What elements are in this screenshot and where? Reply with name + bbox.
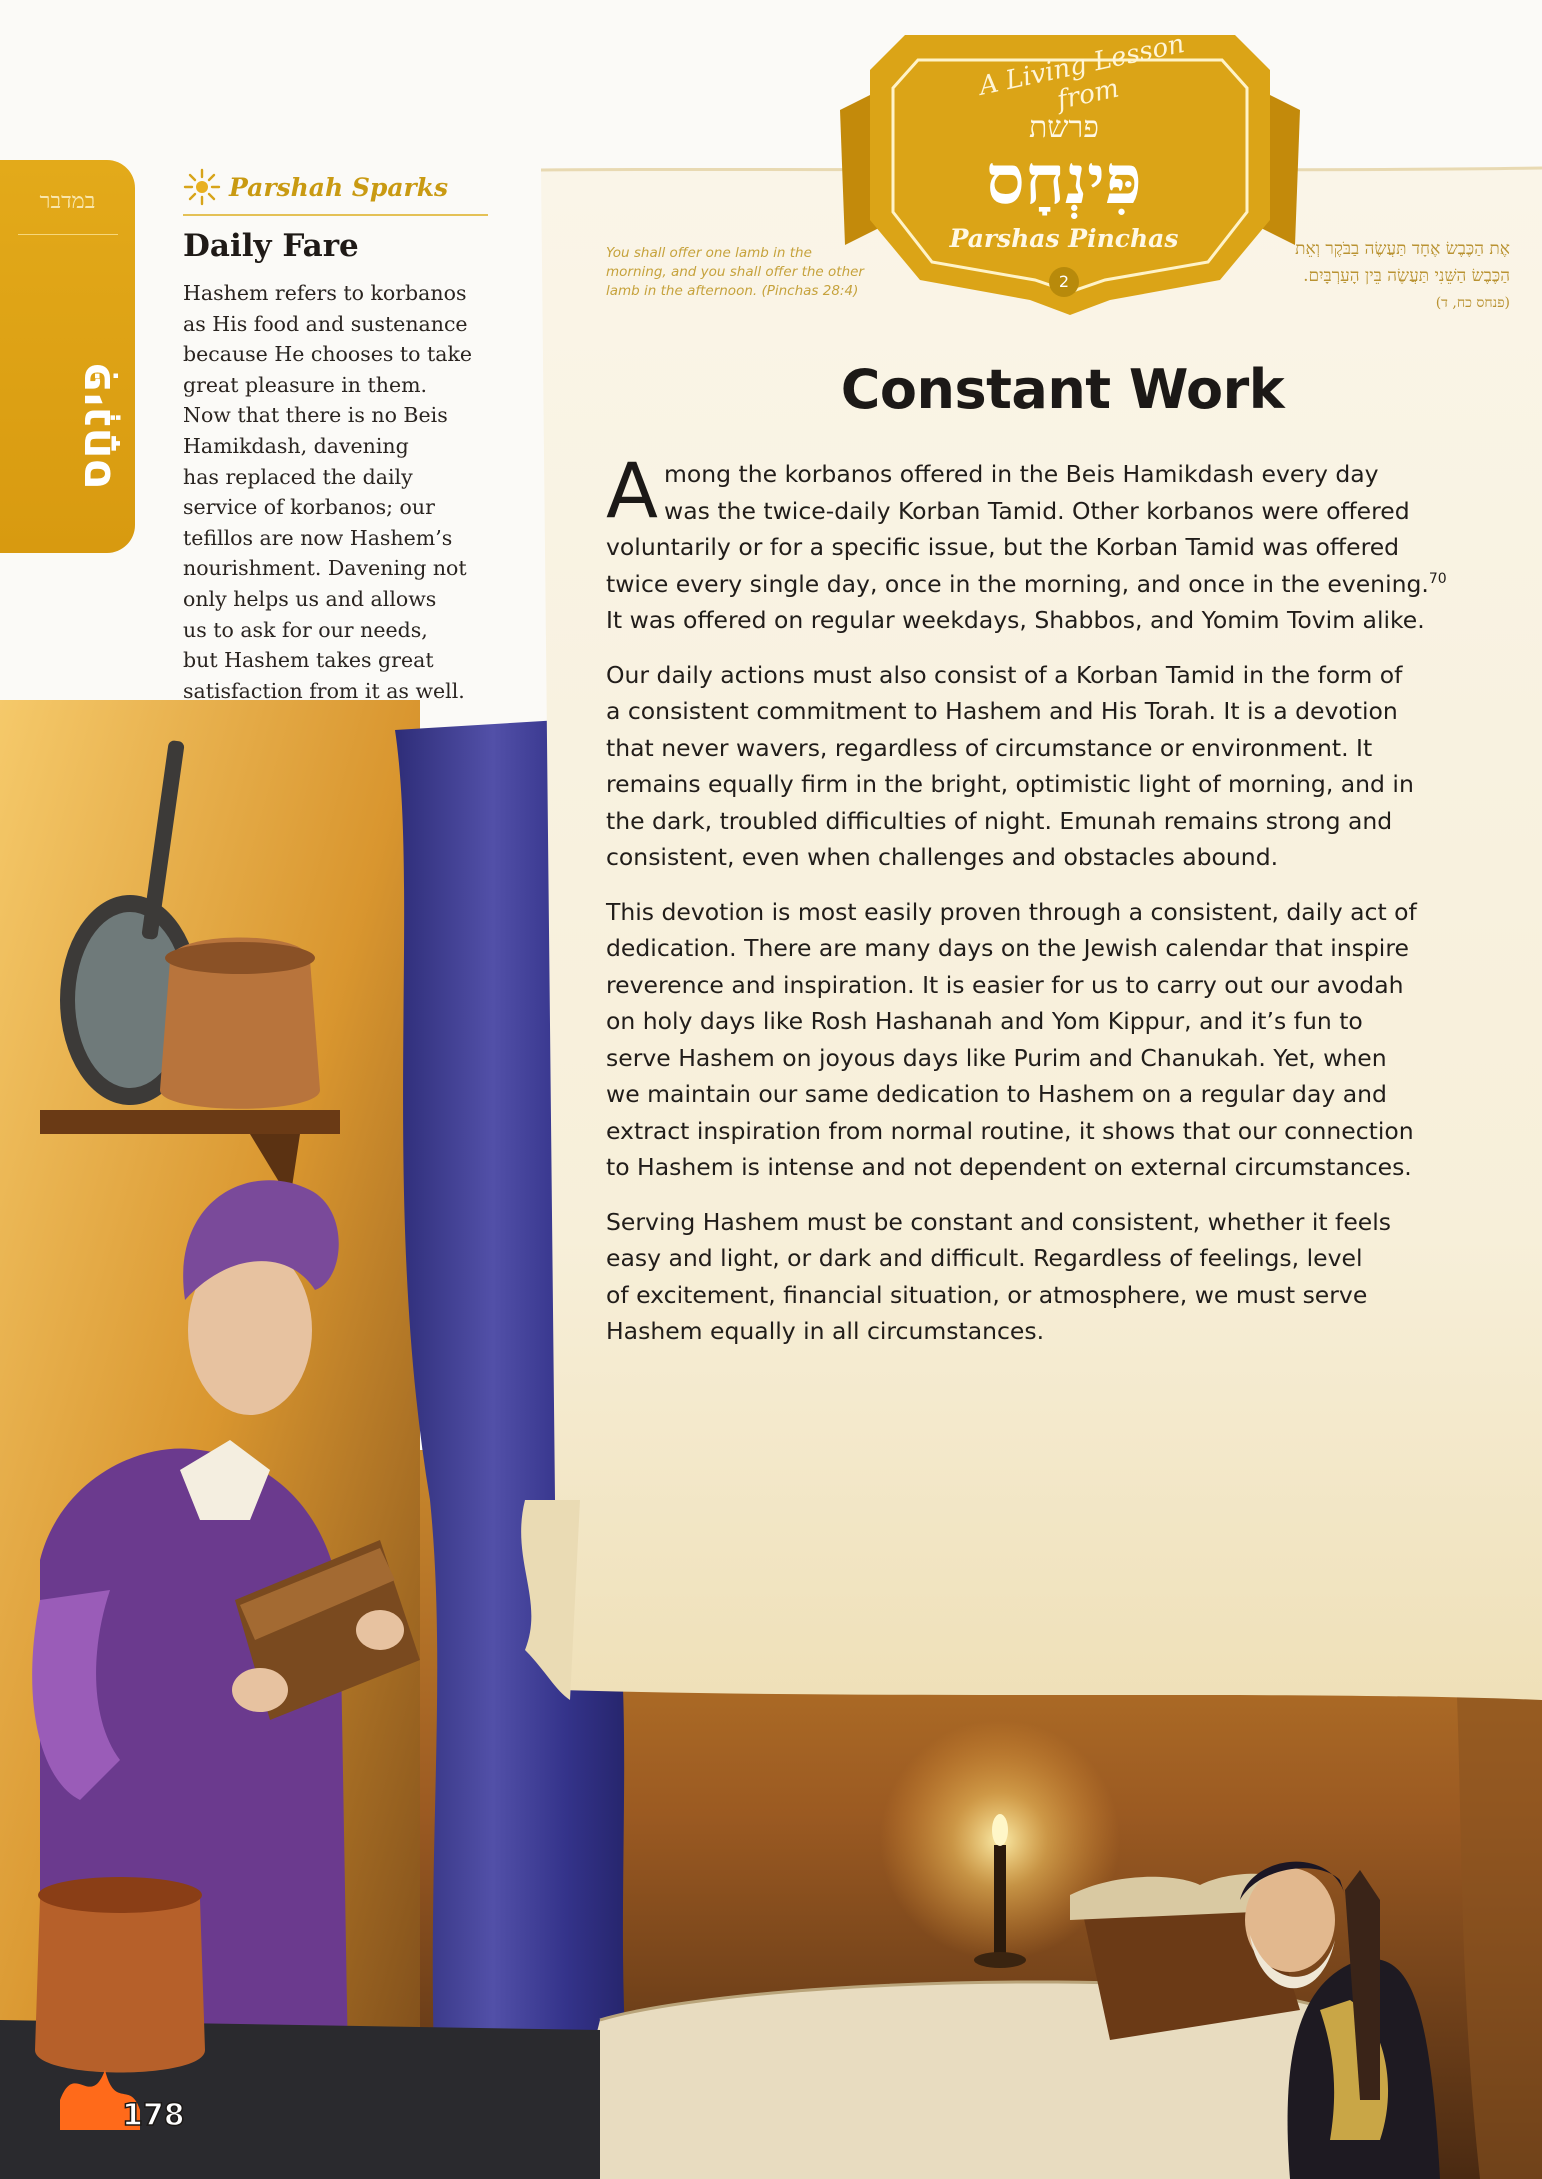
sidebar-line: Hamikdash, davening (183, 433, 409, 458)
article-line: on holy days like Rosh Hashanah and Yom Kippur, and it’s fun to (606, 1007, 1363, 1035)
parshah-sparks-sidebar (183, 168, 493, 706)
article-body (606, 446, 1506, 1368)
section-header (183, 168, 493, 206)
spark-icon (183, 168, 221, 206)
parshah-side-tab (0, 160, 135, 553)
verse-line: הַכֶּבֶשׂ הַשֵּׁנִי תַּעֲשֶׂה בֵּין הָעַרְבָּיִם. (1303, 266, 1510, 286)
badge-tagline: A Living Lesson from (976, 28, 1188, 116)
article-line: This devotion is most easily proven through a consistent, daily act of (606, 897, 1417, 926)
verse-reference: (פנחס כח, ד) (1435, 295, 1510, 311)
sidebar-line: Now that there is no Beis (183, 403, 448, 428)
article-line: Serving Hashem must be constant and consistent, whether it feels (606, 1207, 1392, 1236)
page-number: 178 (122, 2098, 185, 2133)
article-line: remains equally firm in the bright, optimistic light of morning, and in (606, 770, 1414, 798)
article-line: was the twice-daily Korban Tamid. Other korbanos were offered (664, 496, 1410, 525)
article-line: mong the korbanos offered in the Beis Hamikdash every day (664, 460, 1379, 488)
verse-line: morning, and you shall offer the other (606, 264, 864, 280)
article-line: to Hashem is intense and not dependent on external circumstances. (606, 1153, 1412, 1181)
article-line: It was offered on regular weekdays, Shabbos, and Yomim Tovim alike. (606, 606, 1425, 634)
sidebar-line: has replaced the daily (183, 464, 413, 489)
paragraph-4 (606, 1204, 1506, 1350)
article-title: Constant Work (840, 358, 1285, 421)
badge-english-title: Parshas Pinchas (949, 224, 1179, 253)
footnote-marker: 70 (1428, 570, 1447, 587)
verse-line: אֶת הַכֶּבֶשׂ אֶחָד תַּעֲשֶׂה בַבֹּקֶר וְאֵת (1295, 239, 1510, 259)
sidebar-line: as His food and sustenance (183, 311, 468, 336)
sidebar-line: service of korbanos; our (183, 495, 435, 520)
article-line: reverence and inspiration. It is easier for us to carry out our avodah (606, 970, 1404, 999)
article-line: of excitement, financial situation, or atmosphere, we must serve (606, 1280, 1368, 1309)
article-line: that never wavers, regardless of circumstance or environment. It (606, 733, 1373, 762)
article-line: extract inspiration from normal routine, it shows that our connection (606, 1116, 1414, 1145)
parshah-label-vertical: פִּינְחָס (67, 362, 121, 490)
paragraph-3 (606, 894, 1506, 1186)
verse-english (606, 244, 906, 301)
sidebar-line: Hashem refers to korbanos (183, 281, 467, 305)
sidebar-line: only helps us and allows (183, 586, 437, 611)
verse-hebrew (1190, 236, 1510, 317)
sidebar-line: but Hashem takes great (183, 648, 434, 673)
sidebar-line: tefillos are now Hashem’s (183, 525, 453, 550)
article-line: consistent, even when challenges and obstacles abound. (606, 843, 1279, 871)
article-line: we maintain our same dedication to Hashem on a regular day and (606, 1080, 1387, 1108)
article-line: voluntarily or for a specific issue, but the Korban Tamid was offered (606, 533, 1400, 561)
sidebar-line: nourishment. Davening not (183, 556, 467, 581)
sidebar-line: satisfaction from it as well. (183, 678, 465, 703)
article-line-text: twice every single day, once in the morning, and once in the evening. (606, 569, 1429, 598)
article-line: easy and light, or dark and difficult. Regardless of feelings, level (606, 1244, 1363, 1272)
sidebar-title: Daily Fare (183, 228, 359, 264)
section-label: Parshah Sparks (229, 172, 449, 202)
article-line: Our daily actions must also consist of a Korban Tamid in the form of (606, 660, 1403, 689)
lesson-number-badge: 2 (1049, 267, 1079, 297)
paragraph-1 (606, 446, 1506, 639)
article-line: dedication. There are many days on the Jewish calendar that inspire (606, 934, 1409, 962)
article-line (606, 566, 1506, 603)
paragraph-2 (606, 657, 1506, 876)
sidebar-line: us to ask for our needs, (183, 617, 428, 642)
verse-line: You shall offer one lamb in the (606, 245, 812, 261)
article-line: serve Hashem on joyous days like Purim and Chanukah. Yet, when (606, 1043, 1387, 1072)
badge-hebrew-title: פִּינְחָס (986, 140, 1142, 220)
article-line: a consistent commitment to Hashem and His Torah. It is a devotion (606, 697, 1398, 725)
article-line: the dark, troubled difficulties of night. Emunah remains strong and (606, 806, 1393, 835)
article-line: Hashem equally in all circumstances. (606, 1317, 1045, 1345)
tab-divider (18, 234, 118, 235)
sidebar-body (183, 278, 493, 706)
drop-cap: A (606, 446, 658, 535)
sefer-label: במדבר (39, 189, 96, 214)
badge-hebrew-parshas: פרשת (1029, 110, 1099, 145)
verse-line: lamb in the afternoon. (Pinchas 28:4) (606, 283, 859, 299)
sidebar-line: because He chooses to take (183, 342, 473, 367)
sidebar-line: great pleasure in them. (183, 372, 428, 397)
sidebar-rule (183, 214, 488, 216)
